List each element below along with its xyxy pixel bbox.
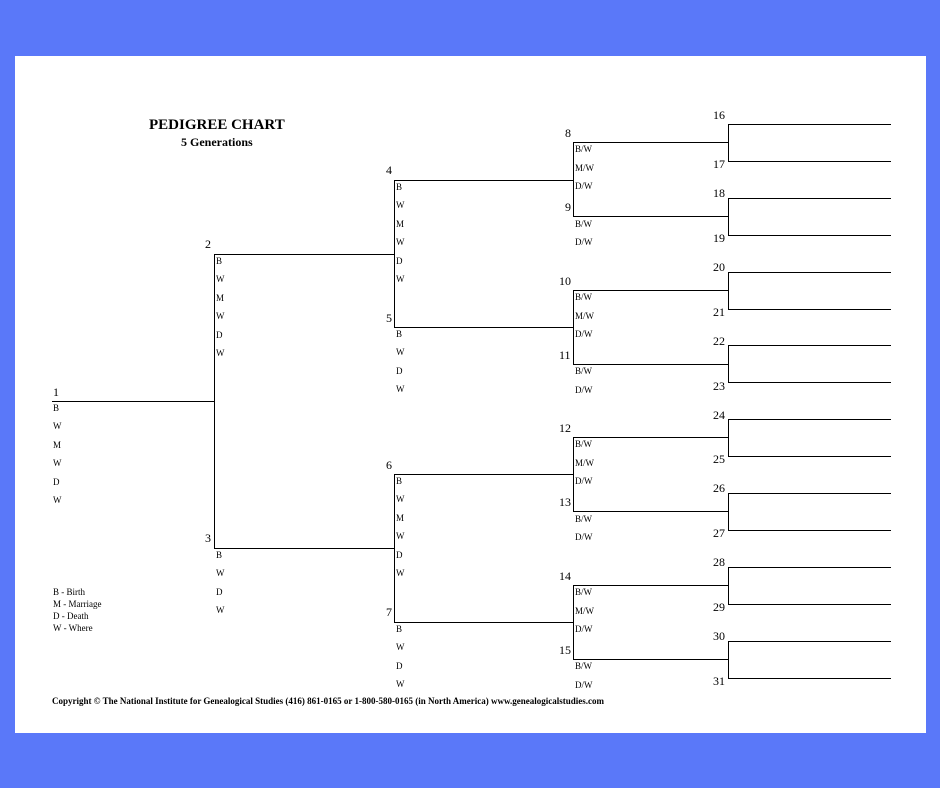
person-5-death-where: W [396,384,405,394]
person-13-death-where: D/W [575,532,593,542]
person-14-birth-where: B/W [575,587,592,597]
person-21-line[interactable] [728,309,891,310]
person-8-marriage-where: M/W [575,163,594,173]
person-8-death-where: D/W [575,181,593,191]
person-6-birth: B [396,476,403,486]
person-10-line[interactable] [573,290,728,291]
connector-9 [728,198,729,235]
person-5-death: D [396,366,403,376]
chart-subtitle: 5 Generations [181,135,253,149]
person-10-marriage-where: M/W [575,311,594,321]
person-7-birth: B [396,624,403,634]
person-13-line[interactable] [573,511,728,512]
person-6-line[interactable] [394,474,573,475]
person-7-line[interactable] [394,622,573,623]
person-2-birth-where: W [216,274,225,284]
person-11-death-where: D/W [575,385,593,395]
person-5-birth-where: W [396,347,405,357]
person-9-death-where: D/W [575,237,593,247]
person-16-line[interactable] [728,124,891,125]
person-14-line[interactable] [573,585,728,586]
legend-death: D - Death [53,611,89,621]
person-9-number: 9 [565,200,571,214]
person-9-line[interactable] [573,216,728,217]
person-2-line[interactable] [214,254,395,255]
person-20-line[interactable] [728,272,891,273]
connector-14 [728,567,729,604]
connector-4 [573,142,574,216]
legend-where: W - Where [53,623,93,633]
person-26-line[interactable] [728,493,891,494]
person-16-number: 16 [713,108,725,122]
connector-5 [573,290,574,364]
connector-12 [728,419,729,456]
connector-3 [394,474,395,622]
person-17-number: 17 [713,157,725,171]
connector-7 [573,585,574,659]
person-4-birth-where: W [396,200,405,210]
person-19-number: 19 [713,231,725,245]
person-3-death-where: W [216,605,225,615]
person-1-death-where: W [53,495,62,505]
person-1-birth-where: W [53,421,62,431]
person-4-birth: B [396,182,403,192]
person-28-line[interactable] [728,567,891,568]
person-11-number: 11 [559,348,571,362]
person-3-birth-where: W [216,568,225,578]
person-3-birth: B [216,550,223,560]
person-1-death: D [53,477,60,487]
copyright-footer: Copyright © The National Institute for Genealogical Studies (416) 861-0165 or 1-800-580-0165 (in North America) www.genealogicalstudies.com [52,696,604,706]
connector-11 [728,345,729,382]
person-19-line[interactable] [728,235,891,236]
person-6-marriage: M [396,513,405,523]
person-2-marriage-where: W [216,311,225,321]
person-12-line[interactable] [573,437,728,438]
person-6-marriage-where: W [396,531,405,541]
person-18-line[interactable] [728,198,891,199]
person-3-line[interactable] [214,548,395,549]
person-2-death-where: W [216,348,225,358]
person-2-number: 2 [205,237,211,251]
person-24-number: 24 [713,408,725,422]
person-13-birth-where: B/W [575,514,592,524]
person-4-death: D [396,256,403,266]
person-6-death-where: W [396,568,405,578]
person-20-number: 20 [713,260,725,274]
legend-birth: B - Birth [53,587,86,597]
person-30-number: 30 [713,629,725,643]
person-8-birth-where: B/W [575,144,592,154]
person-15-death-where: D/W [575,680,593,690]
person-6-death: D [396,550,403,560]
person-12-birth-where: B/W [575,439,592,449]
person-1-number: 1 [53,385,59,399]
person-17-line[interactable] [728,161,891,162]
person-21-number: 21 [713,305,725,319]
connector-2 [394,180,395,327]
person-15-birth-where: B/W [575,661,592,671]
person-25-line[interactable] [728,456,891,457]
person-5-number: 5 [386,311,392,325]
person-29-line[interactable] [728,604,891,605]
person-4-line[interactable] [394,180,573,181]
person-11-birth-where: B/W [575,366,592,376]
person-27-line[interactable] [728,530,891,531]
person-2-marriage: M [216,293,225,303]
person-10-number: 10 [559,274,571,288]
person-7-death: D [396,661,403,671]
legend-marriage: M - Marriage [53,599,102,609]
person-6-number: 6 [386,458,392,472]
person-10-death-where: D/W [575,329,593,339]
person-22-line[interactable] [728,345,891,346]
person-10-birth-where: B/W [575,292,592,302]
connector-1 [214,254,215,548]
connector-6 [573,437,574,511]
person-31-number: 31 [713,674,725,688]
person-12-marriage-where: M/W [575,458,594,468]
person-11-line[interactable] [573,364,728,365]
person-31-line[interactable] [728,678,891,679]
person-28-number: 28 [713,555,725,569]
person-15-number: 15 [559,643,571,657]
person-25-number: 25 [713,452,725,466]
person-4-marriage: M [396,219,405,229]
person-5-line[interactable] [394,327,573,328]
person-2-birth: B [216,256,223,266]
person-1-marriage: M [53,440,62,450]
person-18-number: 18 [713,186,725,200]
person-30-line[interactable] [728,641,891,642]
person-1-marriage-where: W [53,458,62,468]
chart-page [15,56,926,733]
person-12-number: 12 [559,421,571,435]
connector-10 [728,272,729,309]
person-2-death: D [216,330,223,340]
person-4-marriage-where: W [396,237,405,247]
person-9-birth-where: B/W [575,219,592,229]
person-12-death-where: D/W [575,476,593,486]
person-7-number: 7 [386,605,392,619]
person-5-birth: B [396,329,403,339]
chart-title: PEDIGREE CHART [149,117,285,133]
person-24-line[interactable] [728,419,891,420]
person-14-number: 14 [559,569,571,583]
person-1-line[interactable] [52,401,215,402]
person-22-number: 22 [713,334,725,348]
person-1-birth: B [53,403,60,413]
person-29-number: 29 [713,600,725,614]
person-4-death-where: W [396,274,405,284]
person-8-number: 8 [565,126,571,140]
person-26-number: 26 [713,481,725,495]
person-8-line[interactable] [573,142,728,143]
person-7-birth-where: W [396,642,405,652]
person-6-birth-where: W [396,494,405,504]
person-3-death: D [216,587,223,597]
person-13-number: 13 [559,495,571,509]
connector-8 [728,124,729,161]
person-23-line[interactable] [728,382,891,383]
person-15-line[interactable] [573,659,728,660]
person-7-death-where: W [396,679,405,689]
connector-13 [728,493,729,530]
connector-15 [728,641,729,678]
person-14-death-where: D/W [575,624,593,634]
person-3-number: 3 [205,531,211,545]
person-14-marriage-where: M/W [575,606,594,616]
person-4-number: 4 [386,163,392,177]
person-27-number: 27 [713,526,725,540]
person-23-number: 23 [713,379,725,393]
